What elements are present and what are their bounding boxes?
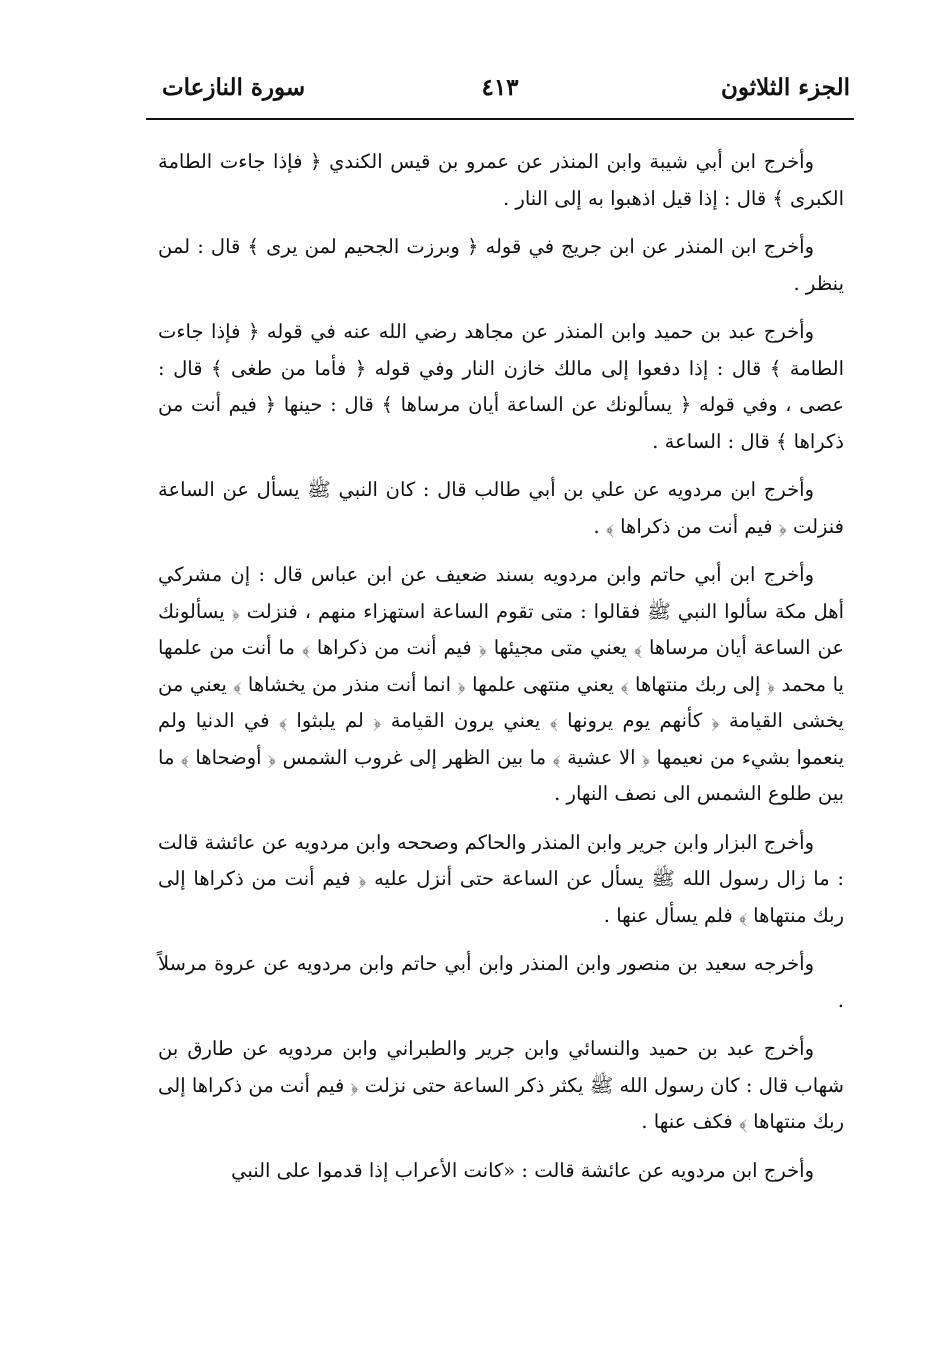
page-header bbox=[150, 70, 850, 110]
page-number: ٤١٣ bbox=[481, 74, 519, 101]
paragraph: وأخرج عبد بن حميد والنسائي وابن جرير والطبراني وابن مردويه عن طارق بن شهاب قال : كان رسول الله ﷺ يكثر ذكر الساعة حتى نزلت ﴿ فيم أنت من ذكراها إلى ربك منتهاها ﴾ فكف عنها . bbox=[158, 1037, 844, 1133]
paragraph: وأخرجه سعيد بن منصور وابن المنذر وابن أبي حاتم وابن مردويه عن عروة مرسلاً . bbox=[158, 952, 844, 1012]
paragraph: وأخرج ابن أبي شيبة وابن المنذر عن عمرو بن قيس الكندي ﴿ فإذا جاءت الطامة الكبرى ﴾ قال : إذا قيل اذهبوا به إلى النار . bbox=[158, 150, 844, 210]
paragraph: وأخرج ابن مردويه عن علي بن أبي طالب قال : كان النبي ﷺ يسأل عن الساعة فنزلت ﴿ فيم أنت من ذكراها ﴾ . bbox=[158, 478, 844, 538]
paragraph: وأخرج ابن مردويه عن عائشة قالت : «كانت الأعراب إذا قدموا على النبي bbox=[231, 1158, 814, 1182]
paragraph: وأخرج ابن المنذر عن ابن جريج في قوله ﴿ وبرزت الجحيم لمن يرى ﴾ قال : لمن ينظر . bbox=[158, 235, 844, 295]
paragraph: وأخرج البزار وابن جرير وابن المنذر والحاكم وصححه وابن مردويه عن عائشة قالت : ما زال رسول الله ﷺ يسأل عن الساعة حتى أنزل عليه ﴿ فيم أنت من ذكراها إلى ربك منتهاها ﴾ فلم يسأل عنها . bbox=[158, 830, 844, 927]
paragraph: وأخرج ابن أبي حاتم وابن مردويه بسند ضعيف عن ابن عباس قال : إن مشركي أهل مكة سألوا النبي ﷺ فقالوا : متى تقوم الساعة استهزاء منهم ، فنزلت ﴿ يسألونك عن الساعة أيان مرساها ﴾ يعني متى مجيئها ﴿ فيم أنت من ذكراها ﴾ ما أنت من علمها يا محمد ﴿ إلى ربك منتهاها ﴾ يعني منتهى علمها ﴿ انما أنت منذر من يخشاها ﴾ يعني من يخشى القيامة ﴿ كأنهم يوم يرونها ﴾ يعني يرون القيامة ﴿ لم يلبثوا ﴾ في الدنيا ولم ينعموا بشيء من نعيمها ﴿ الا عشية ﴾ ما بين الظهر إلى غروب الشمس ﴿ أوضحاها ﴾ ما بين طلوع الشمس الى نصف النهار . bbox=[158, 563, 844, 805]
header-rule bbox=[146, 118, 854, 120]
part-title: الجزء الثلاثون bbox=[721, 74, 850, 101]
paragraph: وأخرج عبد بن حميد وابن المنذر عن مجاهد رضي الله عنه في قوله ﴿ فإذا جاءت الطامة ﴾ قال : إذا دفعوا إلى مالك خازن النار وفي قوله ﴿ فأما من طغى ﴾ قال : عصى ، وفي قوله ﴿ يسألونك عن الساعة أيان مرساها ﴾ قال : حينها ﴿ فيم أنت من ذكراها ﴾ قال : الساعة . bbox=[158, 320, 844, 453]
page-body bbox=[158, 144, 844, 1199]
surah-title: سورة النازعات bbox=[162, 74, 306, 101]
